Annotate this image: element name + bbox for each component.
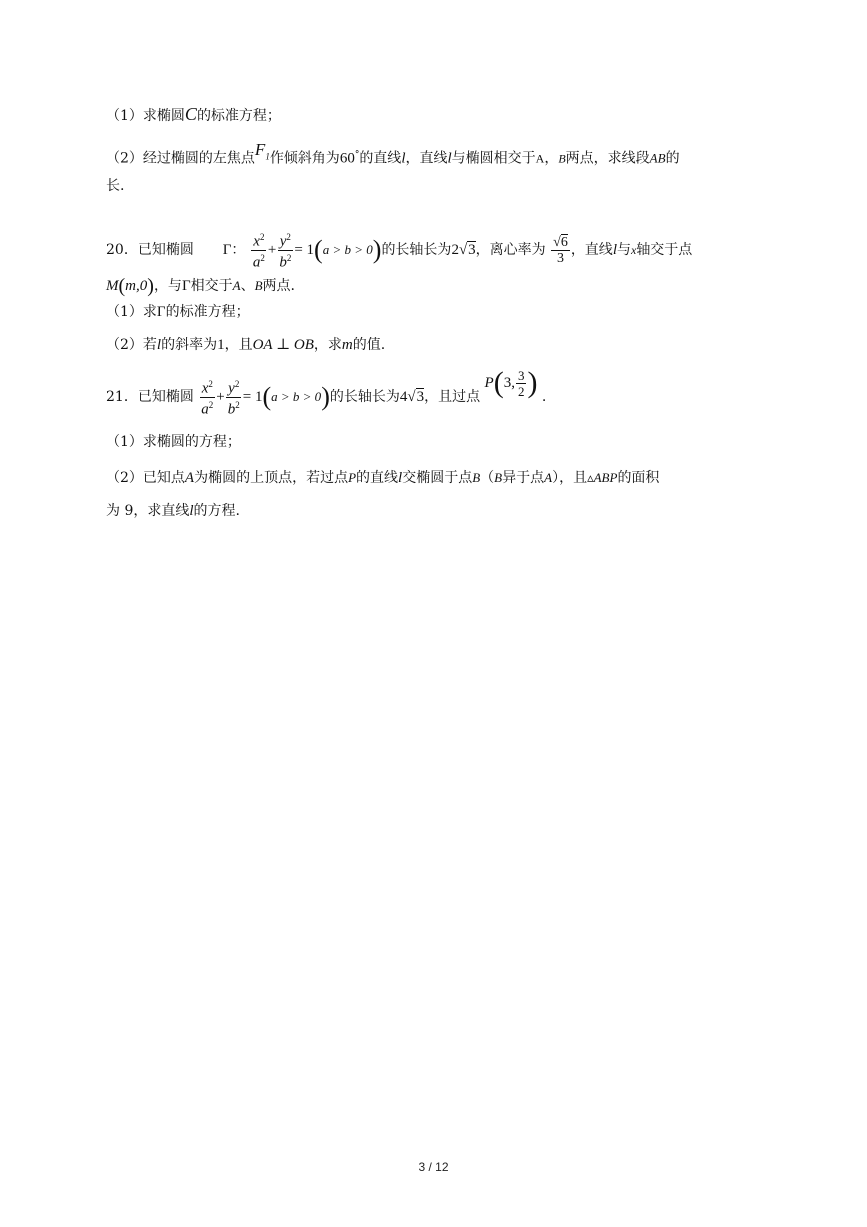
q20-part2: （2）若l的斜率为1，且OA ⊥ OB，求m的值. [106,337,386,353]
q20-axis-length: 2√3 [451,242,476,258]
q20-y-fraction: $\frac{y^2}{b^2}$ [279,232,292,270]
q20-stem-line1: 20．已知椭圆 Γ： $\frac{x^2}{a^2}$ + $\frac{y^2}{b^2}$ = 1(a > b > 0)的长轴长为2√3，离心率为 $\frac{√6}{3}$ ，直线l与x轴交于点 [106,232,693,270]
q20-x-fraction: $\frac{x^2}{a^2}$ [252,232,265,270]
q21-point-p: P(3, $\frac{3}{2}$ ) [484,366,538,399]
q21-axis-length: 4√3 [399,389,425,405]
q19-part2-tail: 长. [106,178,125,194]
q20-eccentricity: $\frac{√6}{3}$ [553,234,568,266]
q20-stem-line2: M(m,0)，与Γ相交于A、B两点. [106,275,295,297]
q21-point-p-y: $\frac{3}{2}$ [517,367,525,399]
q21-part2-tail: 为 9，求直线l的方程. [106,503,240,519]
q21-stem: 21．已知椭圆 $\frac{x^2}{a^2}$ + $\frac{y^2}{b^2}$ = 1(a > b > 0)的长轴长为4√3，且过点 P(3, $\frac{3}{2}$ ) . [106,366,547,417]
q21-y-fraction: $\frac{y^2}{b^2}$ [227,379,240,417]
page-number: 3 / 12 [418,1160,449,1174]
q21-x-fraction: $\frac{x^2}{a^2}$ [201,379,214,417]
q19-part2: （2）经过椭圆的左焦点$F_1$作倾斜角为60°的直线l，直线l与椭圆相交于A，B两点，求线段AB的 [106,139,680,167]
q21-part1: （1）求椭圆的方程； [106,434,241,450]
q21-part2: （2）已知点A为椭圆的上顶点，若过点P的直线l交椭圆于点B（B异于点A），且▵ABP的面积 [106,470,660,486]
q20-part1: （1）求Γ的标准方程； [106,304,250,320]
q19-part1: （1）求椭圆C的标准方程； [106,104,281,124]
